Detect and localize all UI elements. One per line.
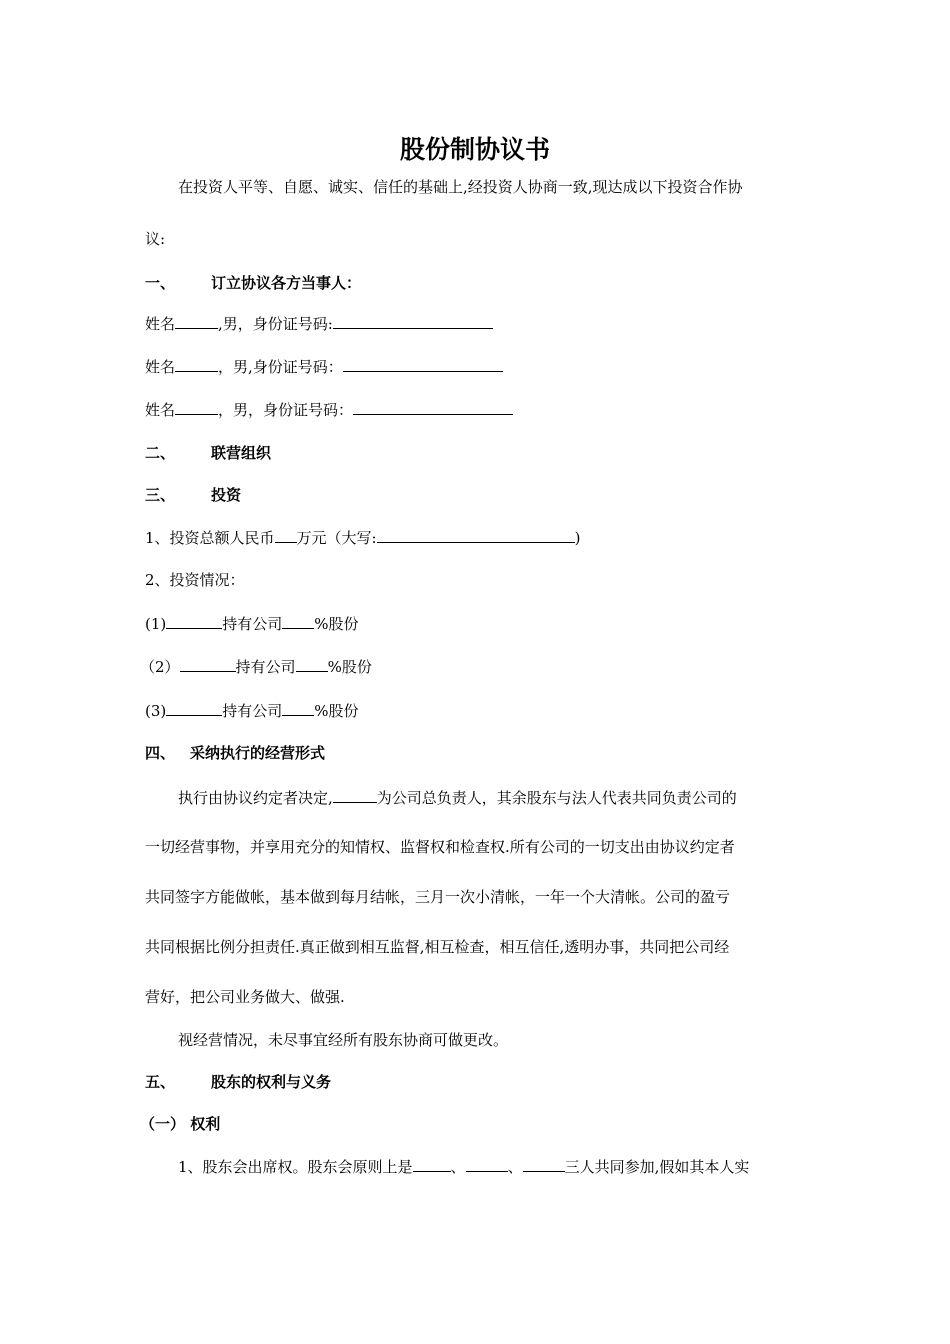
subsection-title: 权利: [190, 1115, 221, 1133]
section-3-number: 三、: [145, 486, 176, 504]
intro-line-1: 在投资人平等、自愿、诚实、信任的基础上,经投资人协商一致,现达成以下投资合作协: [178, 178, 743, 196]
holding-index: (3): [145, 702, 167, 720]
holding-suffix: %股份: [327, 658, 372, 676]
para-start: 执行由协议约定者决定,: [178, 789, 333, 807]
party-line-3: [145, 399, 513, 420]
shareholder-blank: [180, 656, 236, 672]
section-4-para-line-1: [178, 787, 737, 808]
investment-total-prefix: 1、投资总额人民币: [145, 529, 275, 547]
holding-line-3: [145, 700, 359, 721]
holding-text: 持有公司: [222, 615, 283, 633]
shareholder-blank: [166, 613, 222, 629]
item-1-separator: 、: [507, 1158, 523, 1176]
item-1-rest: 三人共同参加,假如其本人实: [564, 1158, 750, 1176]
party-details: ，男,身份证号码：: [218, 358, 343, 376]
holding-line-2: [140, 656, 372, 677]
party-name-label: 姓名: [145, 401, 176, 419]
section-2-title: 联营组织: [211, 444, 272, 462]
party-line-2: [145, 356, 503, 377]
id-number-blank: [333, 313, 493, 329]
section-4-title: 采纳执行的经营形式: [190, 744, 326, 762]
percent-blank: [282, 700, 314, 716]
holding-suffix: %股份: [314, 615, 359, 633]
section-4-para-line-5: 营好，把公司业务做大、做强.: [145, 988, 345, 1006]
percent-blank: [296, 656, 328, 672]
section-4-para-2: 视经营情况，未尽事宜经所有股东协商可做更改。: [178, 1031, 509, 1049]
attendee-blank-3: [523, 1156, 565, 1172]
section-1-title: 订立协议各方当事人：: [211, 274, 362, 292]
amount-blank: [275, 527, 297, 543]
section-4-para-line-3: 共同签字方能做帐，基本做到每月结帐，三月一次小清帐，一年一个大清帐。公司的盈亏: [145, 888, 731, 906]
item-1-separator: 、: [450, 1158, 466, 1176]
shareholder-blank: [166, 700, 222, 716]
section-5-heading: [145, 1072, 331, 1092]
investment-total-line: [145, 527, 580, 548]
section-4-number: 四、: [145, 744, 176, 762]
id-number-blank: [353, 399, 513, 415]
holding-index: (1): [145, 615, 167, 633]
name-blank: [175, 399, 218, 415]
subsection-number: （一）: [140, 1115, 186, 1133]
party-details: ，男，身份证号码：: [218, 401, 354, 419]
document-title: 股份制协议书: [399, 135, 550, 164]
id-number-blank: [343, 356, 503, 372]
holding-line-1: [145, 613, 359, 634]
section-1-heading: [145, 273, 361, 293]
item-1-start: 1、股东会出席权。股东会原则上是: [178, 1158, 413, 1176]
head-person-blank: [333, 787, 377, 803]
section-4-para-line-2: 一切经营事物，并享用充分的知情权、监督权和检查权.所有公司的一切支出由协议约定者: [145, 838, 735, 856]
attendee-blank-1: [413, 1156, 451, 1172]
amount-in-words-blank: [377, 527, 575, 543]
subsection-rights-heading: [140, 1114, 220, 1134]
section-1-number: 一、: [145, 274, 176, 292]
party-line-1: [145, 313, 493, 334]
holding-suffix: %股份: [314, 702, 359, 720]
party-name-label: 姓名: [145, 315, 176, 333]
section-4-para-line-4: 共同根据比例分担责任.真正做到相互监督,相互检查，相互信任,透明办事，共同把公司经: [145, 938, 730, 956]
section-2-heading: [145, 443, 271, 463]
section-5-title: 股东的权利与义务: [211, 1073, 332, 1091]
rights-item-1: [178, 1156, 749, 1177]
section-4-heading: [145, 743, 325, 763]
holding-text: 持有公司: [222, 702, 283, 720]
party-details: ,男，身份证号码:: [218, 315, 333, 333]
investment-situation: 2、投资情况：: [145, 571, 245, 589]
percent-blank: [282, 613, 314, 629]
name-blank: [175, 356, 218, 372]
party-name-label: 姓名: [145, 358, 176, 376]
section-2-number: 二、: [145, 444, 176, 462]
attendee-blank-2: [466, 1156, 508, 1172]
section-5-number: 五、: [145, 1073, 176, 1091]
investment-total-suffix: ): [574, 529, 581, 547]
para-rest: 为公司总负责人，其余股东与法人代表共同负责公司的: [376, 789, 737, 807]
holding-text: 持有公司: [235, 658, 296, 676]
name-blank: [175, 313, 218, 329]
section-3-title: 投资: [211, 486, 242, 504]
intro-line-2: 议:: [145, 230, 166, 248]
investment-total-mid: 万元（大写:: [296, 529, 377, 547]
holding-index: （2）: [140, 658, 180, 676]
section-3-heading: [145, 485, 241, 505]
